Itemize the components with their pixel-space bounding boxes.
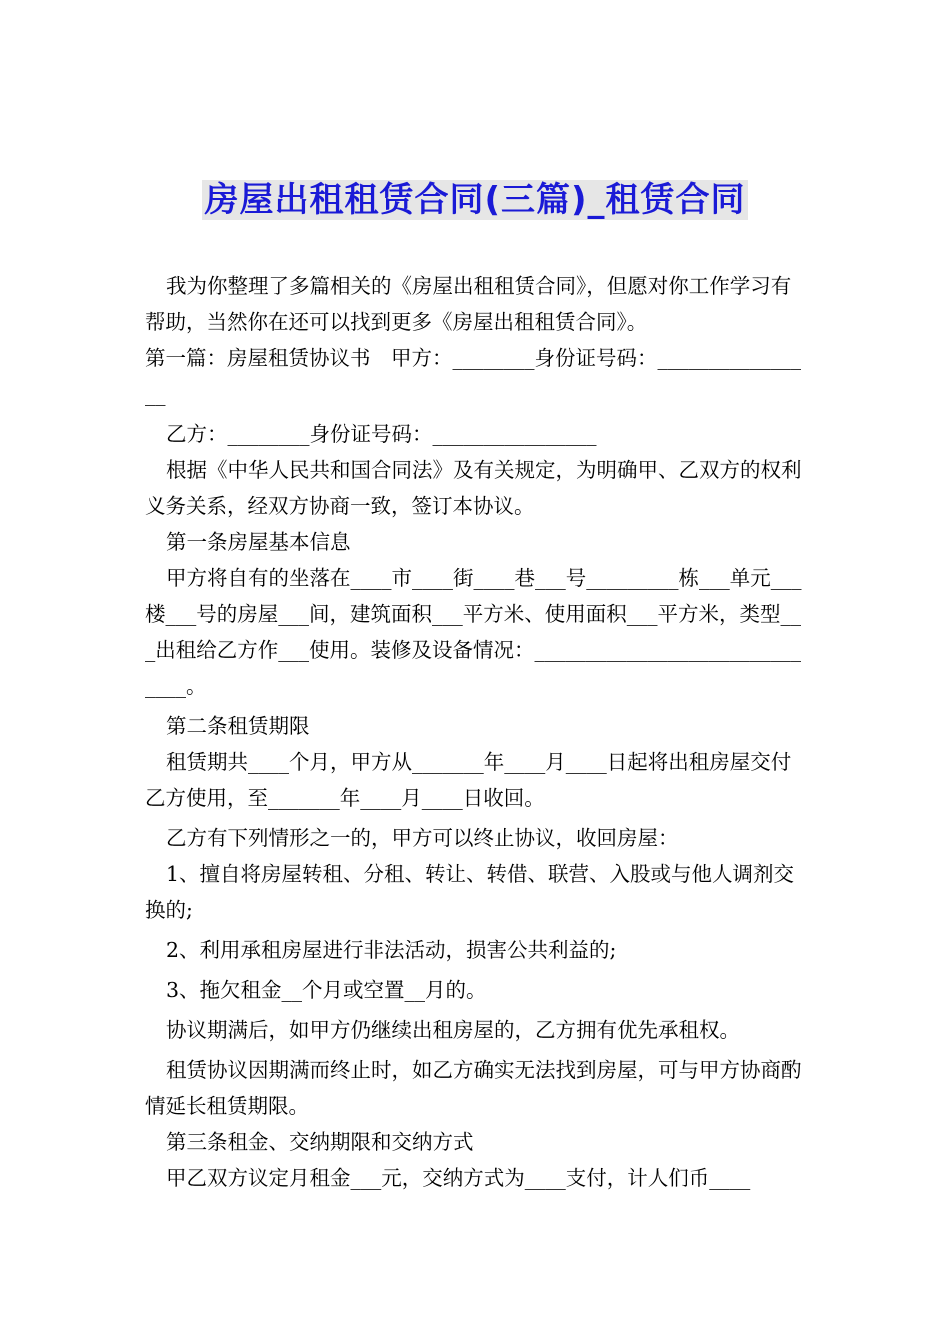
heading-article-1: 第一条房屋基本信息 xyxy=(166,530,351,554)
paragraph-lease-term: 租赁期共____个月，甲方从_______年____月____日起将出租房屋交付乙方使用，至_______年____月____日收回。 xyxy=(145,750,792,810)
heading-article-3: 第三条租金、交纳期限和交纳方式 xyxy=(166,1130,474,1154)
list-item-3: 3、拖欠租金__个月或空置__月的。 xyxy=(166,978,487,1002)
document-title-block xyxy=(0,176,950,224)
heading-article-2: 第二条租赁期限 xyxy=(166,714,310,738)
paragraph-priority: 协议期满后，如甲方仍继续出租房屋的，乙方拥有优先承租权。 xyxy=(166,1018,740,1042)
paragraph-termination: 乙方有下列情形之一的，甲方可以终止协议，收回房屋： xyxy=(166,826,679,850)
paragraph-property-info: 甲方将自有的坐落在____市____街____巷___号_________栋___单元___楼___号的房屋___间，建筑面积___平方米、使用面积___平方米，类型___出租给乙方作___使用。装修及设备情况：______________________________。 xyxy=(145,566,802,698)
document-body xyxy=(145,268,807,1196)
paragraph-party-a: 第一篇：房屋租赁协议书 甲方：________身份证号码：________________ xyxy=(145,346,801,406)
paragraph-party-b: 乙方：________身份证号码：________________ xyxy=(166,422,597,446)
paragraph-rent: 甲乙双方议定月租金___元，交纳方式为____支付，计人们币____ xyxy=(166,1166,751,1190)
list-item-2: 2、利用承租房屋进行非法活动，损害公共利益的; xyxy=(166,938,617,962)
paragraph-extension: 租赁协议因期满而终止时，如乙方确实无法找到房屋，可与甲方协商酌情延长租赁期限。 xyxy=(145,1058,802,1118)
paragraph-basis: 根据《中华人民共和国合同法》及有关规定，为明确甲、乙双方的权利义务关系，经双方协商一致，签订本协议。 xyxy=(145,458,802,518)
paragraph-intro: 我为你整理了多篇相关的《房屋出租租赁合同》，但愿对你工作学习有帮助，当然你在还可以找到更多《房屋出租租赁合同》。 xyxy=(145,274,792,334)
list-item-1: 1、擅自将房屋转租、分租、转让、转借、联营、入股或与他人调剂交换的; xyxy=(145,862,795,922)
document-title: 房屋出租租赁合同(三篇)_租赁合同 xyxy=(204,180,746,220)
